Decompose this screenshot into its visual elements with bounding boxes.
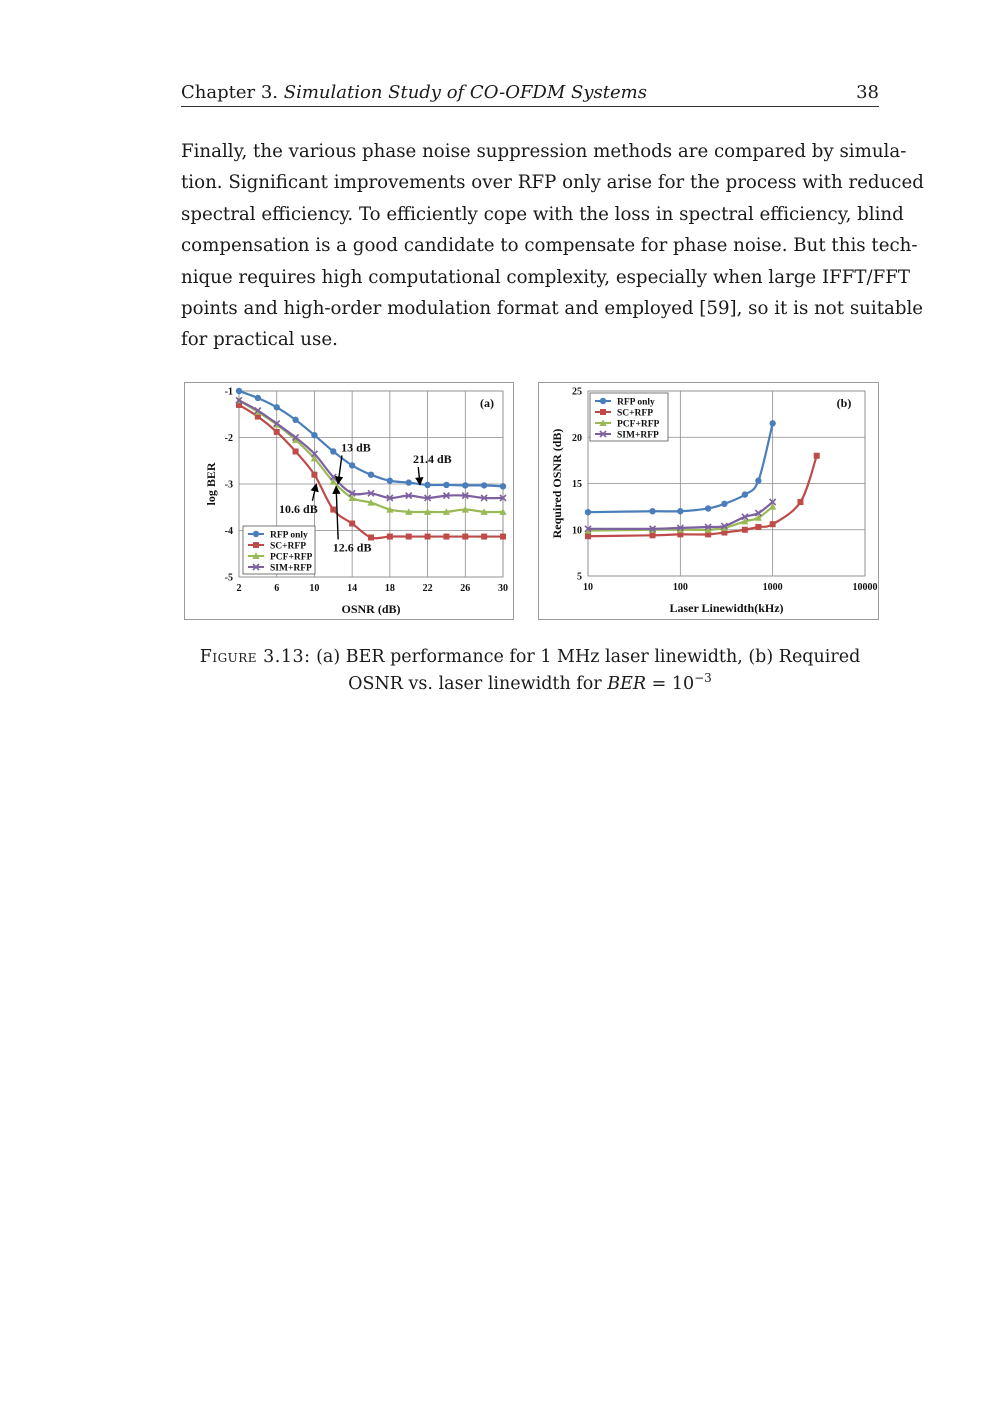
body-paragraph: [181, 136, 924, 356]
data-point: [481, 534, 487, 540]
x-tick-label: 30: [498, 583, 508, 594]
caption-text-1: (a) BER performance for 1 MHz laser linewidth, (b) Required: [316, 647, 861, 667]
data-point: [705, 505, 711, 511]
data-point: [462, 482, 468, 488]
annotation-label: 21.4 dB: [412, 452, 452, 467]
x-tick-label: 10000: [852, 582, 878, 593]
legend-label: PCF+RFP: [270, 552, 313, 563]
data-point: [585, 533, 591, 539]
paragraph-line: nique requires high computational complexity, especially when large IFFT/FFT: [181, 266, 910, 288]
data-point: [721, 501, 727, 507]
paragraph-line: points and high-order modulation format and employed [59], so it is not suitable: [181, 297, 924, 319]
legend-marker: [253, 531, 259, 537]
caption-text-2: OSNR vs. laser linewidth for: [348, 673, 608, 694]
panel-label: (a): [480, 396, 494, 410]
data-point: [500, 483, 506, 489]
data-point: [649, 508, 655, 514]
y-tick-label: 25: [572, 386, 582, 398]
data-point: [770, 521, 776, 527]
x-tick-label: 2: [236, 583, 242, 594]
y-axis-label: log BER: [204, 462, 218, 506]
figure-panel-b: [538, 382, 879, 620]
data-point: [236, 388, 242, 394]
chapter-number: Chapter 3.: [181, 82, 279, 103]
data-point: [424, 482, 430, 488]
y-tick-label: 20: [572, 432, 582, 444]
legend-marker: [600, 398, 606, 404]
page-number: 38: [856, 82, 879, 103]
data-point: [443, 482, 449, 488]
data-point: [293, 448, 299, 454]
caption-equals: = 10: [646, 673, 695, 694]
caption-exponent: −3: [694, 671, 712, 685]
figure-caption: [181, 647, 879, 695]
legend-label: RFP only: [617, 397, 655, 408]
data-point: [368, 472, 374, 478]
data-point: [500, 534, 506, 540]
legend-label: RFP only: [270, 530, 308, 541]
x-tick-label: 18: [384, 583, 395, 594]
data-point: [311, 432, 317, 438]
x-tick-label: 22: [422, 583, 433, 594]
data-point: [443, 534, 449, 540]
series-line: [588, 456, 817, 536]
data-point: [292, 417, 298, 423]
x-axis-label: Laser Linewidth(kHz): [669, 601, 784, 615]
x-tick-label: 1000: [762, 582, 783, 593]
legend-label: SC+RFP: [617, 408, 654, 419]
data-point: [387, 478, 393, 484]
data-point: [274, 429, 280, 435]
paragraph-line: compensation is a good candidate to compensate for phase noise. But this tech-: [181, 235, 918, 257]
paragraph-line: tion. Significant improvements over RFP only arise for the process with reduced: [181, 172, 924, 194]
x-tick-label: 10: [583, 582, 593, 593]
data-point: [650, 532, 656, 538]
y-tick-label: -4: [224, 526, 233, 537]
annotation-label: 12.6 dB: [332, 540, 372, 555]
data-point: [769, 420, 775, 426]
y-tick-label: -3: [224, 479, 233, 491]
data-point: [677, 508, 683, 514]
x-tick-label: 100: [672, 582, 688, 593]
data-point: [349, 462, 355, 468]
y-tick-label: -5: [224, 572, 233, 584]
data-point: [349, 521, 355, 527]
data-point: [406, 534, 412, 540]
chapter-title: Simulation Study of CO-OFDM Systems: [283, 82, 647, 103]
chart-osnr-vs-linewidth: [539, 383, 878, 619]
y-axis-label: Required OSNR (dB): [550, 428, 564, 539]
y-tick-label: -2: [224, 433, 233, 444]
chart-ber-vs-osnr: [185, 383, 513, 619]
header-chapter: [181, 82, 647, 103]
data-point: [330, 448, 336, 454]
data-point: [742, 491, 748, 497]
legend-marker: [600, 409, 606, 415]
x-tick-label: 26: [460, 583, 471, 594]
x-tick-label: 14: [347, 583, 358, 594]
y-tick-label: -1: [224, 386, 233, 398]
data-point: [406, 479, 412, 485]
legend-label: SIM+RFP: [270, 563, 312, 574]
data-point: [814, 453, 820, 459]
figure-panel-a: [184, 382, 514, 620]
data-point: [311, 472, 317, 478]
data-point: [425, 534, 431, 540]
y-tick-label: 15: [572, 479, 582, 490]
data-point: [585, 509, 591, 515]
x-tick-label: 6: [274, 583, 280, 594]
x-tick-label: 10: [309, 583, 320, 594]
legend-marker: [253, 542, 259, 548]
y-tick-label: 5: [577, 571, 582, 583]
data-point: [274, 404, 280, 410]
annotation-arrow: [418, 467, 420, 485]
annotation-arrow: [338, 455, 342, 484]
data-point: [255, 395, 261, 401]
paragraph-line: spectral efficiency. To efficiently cope with the loss in spectral efficiency, blind: [181, 203, 904, 225]
data-point: [481, 482, 487, 488]
caption-ber: BER: [607, 673, 647, 694]
data-point: [797, 499, 803, 505]
data-point: [387, 534, 393, 540]
paragraph-line: Finally, the various phase noise suppression methods are compared by simula-: [181, 141, 907, 162]
legend-label: SIM+RFP: [617, 430, 659, 441]
data-point: [462, 534, 468, 540]
legend-label: PCF+RFP: [617, 419, 660, 430]
annotation-label: 10.6 dB: [279, 501, 318, 516]
paragraph-line: for practical use.: [181, 329, 338, 351]
y-tick-label: 10: [572, 525, 582, 537]
legend-label: SC+RFP: [270, 541, 307, 552]
data-point: [742, 527, 748, 533]
caption-label: Figure 3.13:: [199, 647, 311, 667]
data-point: [755, 478, 761, 484]
annotation-label: 13 dB: [341, 440, 371, 455]
panel-label: (b): [836, 396, 852, 410]
running-header: [181, 80, 879, 107]
data-point: [330, 507, 336, 513]
data-point: [755, 524, 761, 530]
x-axis-label: OSNR (dB): [341, 602, 401, 616]
